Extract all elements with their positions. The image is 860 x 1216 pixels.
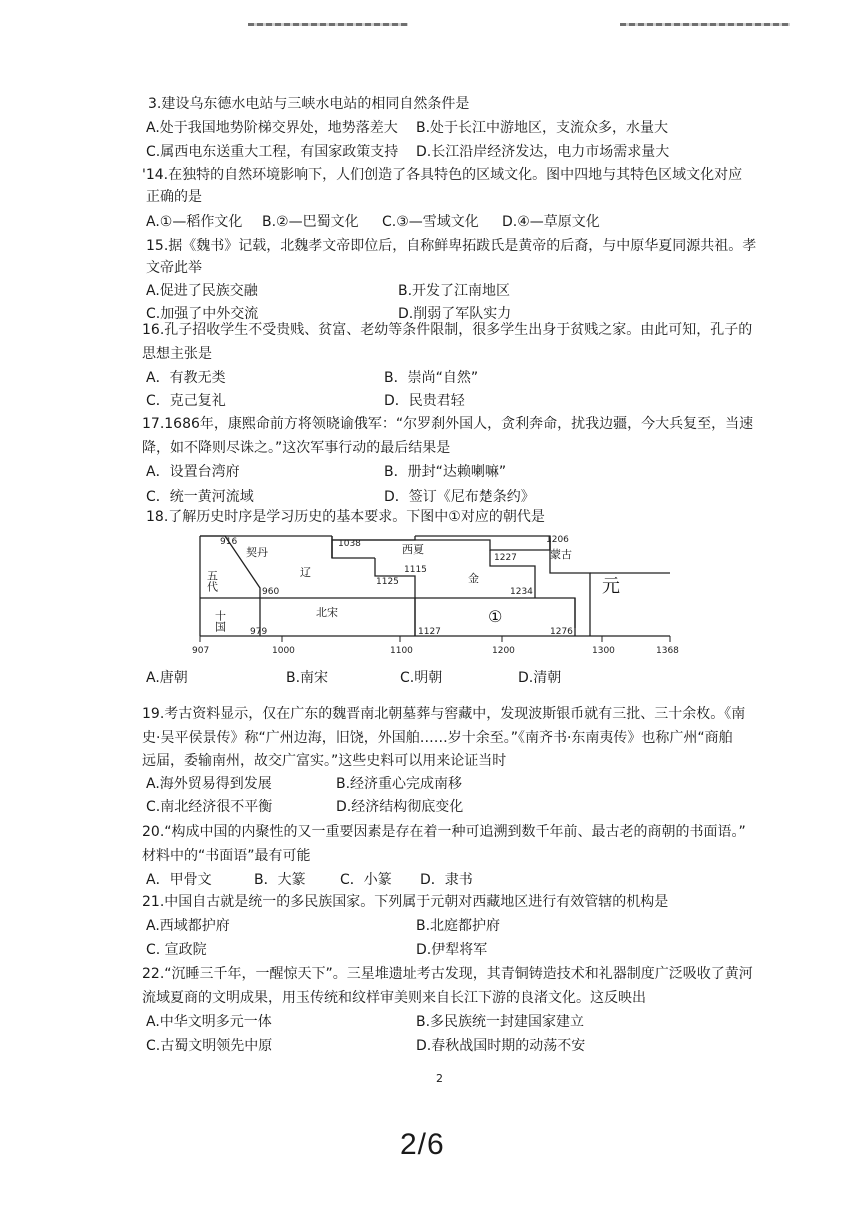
question-14-stem-line1: '14.在独特的自然环境影响下，人们创造了各具特色的区域文化。图中四地与其特色区域文化对应 xyxy=(142,167,743,183)
question-17-stem-line1: 17.1686年，康熙命前方将领晓谕俄军：“尔罗刹外国人，贪利奔命，扰我边疆，今大兵复至，当速 xyxy=(142,416,754,432)
question-21-stem: 21.中国自古就是统一的多民族国家。下列属于元朝对西藏地区进行有效管辖的机构是 xyxy=(142,894,669,910)
label-1125: 1125 xyxy=(376,577,399,587)
question-15-option-d: D.削弱了军队实力 xyxy=(398,306,512,322)
question-17-option-c: C．统一黄河流域 xyxy=(146,489,254,505)
question-16-stem-line1: 16.孔子招收学生不受贵贱、贫富、老幼等条件限制，很多学生出身于贫贱之家。由此可知，孔子的 xyxy=(142,322,753,338)
question-20-option-d: D．隶书 xyxy=(420,872,473,888)
question-18-option-c: C.明朝 xyxy=(400,670,443,686)
question-13-option-a: A.处于我国地势阶梯交界处，地势落差大 xyxy=(146,120,398,136)
question-18-option-d: D.清朝 xyxy=(518,670,562,686)
question-16-option-b: B．崇尚“自然” xyxy=(384,370,479,386)
label-1206: 1206 xyxy=(546,535,569,545)
question-14-stem-line2: 正确的是 xyxy=(146,189,202,205)
question-13-stem: 3.建设乌东德水电站与三峡水电站的相同自然条件是 xyxy=(148,96,470,112)
question-16-stem-line2: 思想主张是 xyxy=(142,346,212,362)
scan-artifact-line xyxy=(620,23,790,26)
label-liao: 辽 xyxy=(300,566,311,579)
question-15-option-b: B.开发了江南地区 xyxy=(398,283,511,299)
question-20-option-c: C．小篆 xyxy=(340,872,392,888)
question-20-stem-line2: 材料中的“书面语”最有可能 xyxy=(142,848,311,864)
question-17-option-d: D．签订《尼布楚条约》 xyxy=(384,489,535,505)
axis-1100: 1100 xyxy=(390,646,413,656)
question-20-option-a: A．甲骨文 xyxy=(146,872,212,888)
question-22-option-b: B.多民族统一封建国家建立 xyxy=(416,1014,585,1030)
question-13-option-b: B.处于长江中游地区，支流众多，水量大 xyxy=(416,120,669,136)
label-960: 960 xyxy=(262,587,280,597)
question-22-option-a: A.中华文明多元一体 xyxy=(146,1014,272,1030)
question-15-option-a: A.促进了民族交融 xyxy=(146,283,258,299)
question-19-option-d: D.经济结构彻底变化 xyxy=(336,799,464,815)
scan-artifact-line xyxy=(248,23,408,26)
axis-907: 907 xyxy=(192,646,210,656)
question-15-stem-line2: 文帝此举 xyxy=(146,260,202,276)
question-20-option-b: B．大篆 xyxy=(254,872,306,888)
question-14-option-b: B.②—巴蜀文化 xyxy=(262,214,359,230)
question-18-option-b: B.南宋 xyxy=(286,670,329,686)
label-jin: 金 xyxy=(468,572,479,585)
label-1127: 1127 xyxy=(418,627,441,637)
question-14-option-c: C.③—雪域文化 xyxy=(382,214,479,230)
question-22-stem-line2: 流域夏商的文明成果，用玉传统和纹样审美则来自长江下游的良渚文化。这反映出 xyxy=(142,990,646,1006)
label-xixia: 西夏 xyxy=(402,543,424,556)
question-21-option-a: A.西域都护府 xyxy=(146,918,230,934)
question-19-option-a: A.海外贸易得到发展 xyxy=(146,776,272,792)
question-16-option-c: C．克己复礼 xyxy=(146,393,226,409)
label-916: 916 xyxy=(220,537,238,547)
axis-1200: 1200 xyxy=(492,646,515,656)
question-20-stem-line1: 20.“构成中国的内聚性的又一重要因素是存在着一种可追溯到数千年前、最古老的商朝的书面语。” xyxy=(142,824,746,840)
axis-1368: 1368 xyxy=(656,646,679,656)
label-beisong: 北宋 xyxy=(316,606,338,619)
question-22-option-d: D.春秋战国时期的动荡不安 xyxy=(416,1038,586,1054)
page-count: 2/6 xyxy=(400,1128,445,1161)
label-mongol: 蒙古 xyxy=(550,548,572,561)
label-wudai: 五代 xyxy=(205,570,219,592)
question-19-stem-line1: 19.考古资料显示，仅在广东的魏晋南北朝墓葬与窖藏中，发现波斯银币就有三批、三十余枚。《南 xyxy=(142,706,746,722)
question-17-option-b: B．册封“达赖喇嘛” xyxy=(384,464,507,480)
page-number: 2 xyxy=(436,1072,443,1085)
question-17-option-a: A．设置台湾府 xyxy=(146,464,240,480)
question-17-stem-line2: 降，如不降则尽诛之。”这次军事行动的最后结果是 xyxy=(142,440,451,456)
label-979: 979 xyxy=(250,627,268,637)
label-1227: 1227 xyxy=(494,553,517,563)
question-22-option-c: C.古蜀文明领先中原 xyxy=(146,1038,273,1054)
question-16-option-d: D．民贵君轻 xyxy=(384,393,465,409)
label-yuan: 元 xyxy=(602,576,620,597)
label-1234: 1234 xyxy=(510,587,533,597)
question-21-option-c: C. 宣政院 xyxy=(146,942,207,958)
question-21-option-b: B.北庭都护府 xyxy=(416,918,501,934)
label-qidan: 契丹 xyxy=(246,546,268,559)
label-circle-one: ① xyxy=(488,607,503,626)
question-19-option-b: B.经济重心完成南移 xyxy=(336,776,463,792)
question-19-stem-line2: 史·吴平侯景传》称“广州边海，旧饶，外国舶……岁十余至。”《南齐书·东南夷传》也称广州“商舶 xyxy=(142,730,733,746)
axis-1000: 1000 xyxy=(272,646,295,656)
question-13-option-d: D.长江沿岸经济发达，电力市场需求量大 xyxy=(416,144,670,160)
label-1038: 1038 xyxy=(338,539,361,549)
question-18-option-a: A.唐朝 xyxy=(146,670,188,686)
question-14-option-a: A.①—稻作文化 xyxy=(146,214,243,230)
dynasty-timeline-diagram xyxy=(190,528,680,658)
question-18-stem: 18.了解历史时序是学习历史的基本要求。下图中①对应的朝代是 xyxy=(146,509,545,525)
question-16-option-a: A．有教无类 xyxy=(146,370,226,386)
label-shiguo: 十国 xyxy=(213,610,227,632)
question-15-option-c: C.加强了中外交流 xyxy=(146,306,259,322)
question-21-option-d: D.伊犁将军 xyxy=(416,942,488,958)
question-15-stem-line1: 15.据《魏书》记载，北魏孝文帝即位后，自称鲜卑拓跋氏是黄帝的后裔，与中原华夏同源共祖。孝 xyxy=(146,238,757,254)
question-19-stem-line3: 远届，委输南州，故交广富实。”这些史料可以用来论证当时 xyxy=(142,753,507,769)
question-22-stem-line1: 22.“沉睡三千年，一醒惊天下”。三星堆遗址考古发现，其青铜铸造技术和礼器制度广泛吸收了黄河 xyxy=(142,966,753,982)
axis-1300: 1300 xyxy=(592,646,615,656)
question-19-option-c: C.南北经济很不平衡 xyxy=(146,799,273,815)
label-1115: 1115 xyxy=(404,565,427,575)
label-1276: 1276 xyxy=(550,627,573,637)
question-13-option-c: C.属西电东送重大工程，有国家政策支持 xyxy=(146,144,399,160)
question-14-option-d: D.④—草原文化 xyxy=(502,214,600,230)
